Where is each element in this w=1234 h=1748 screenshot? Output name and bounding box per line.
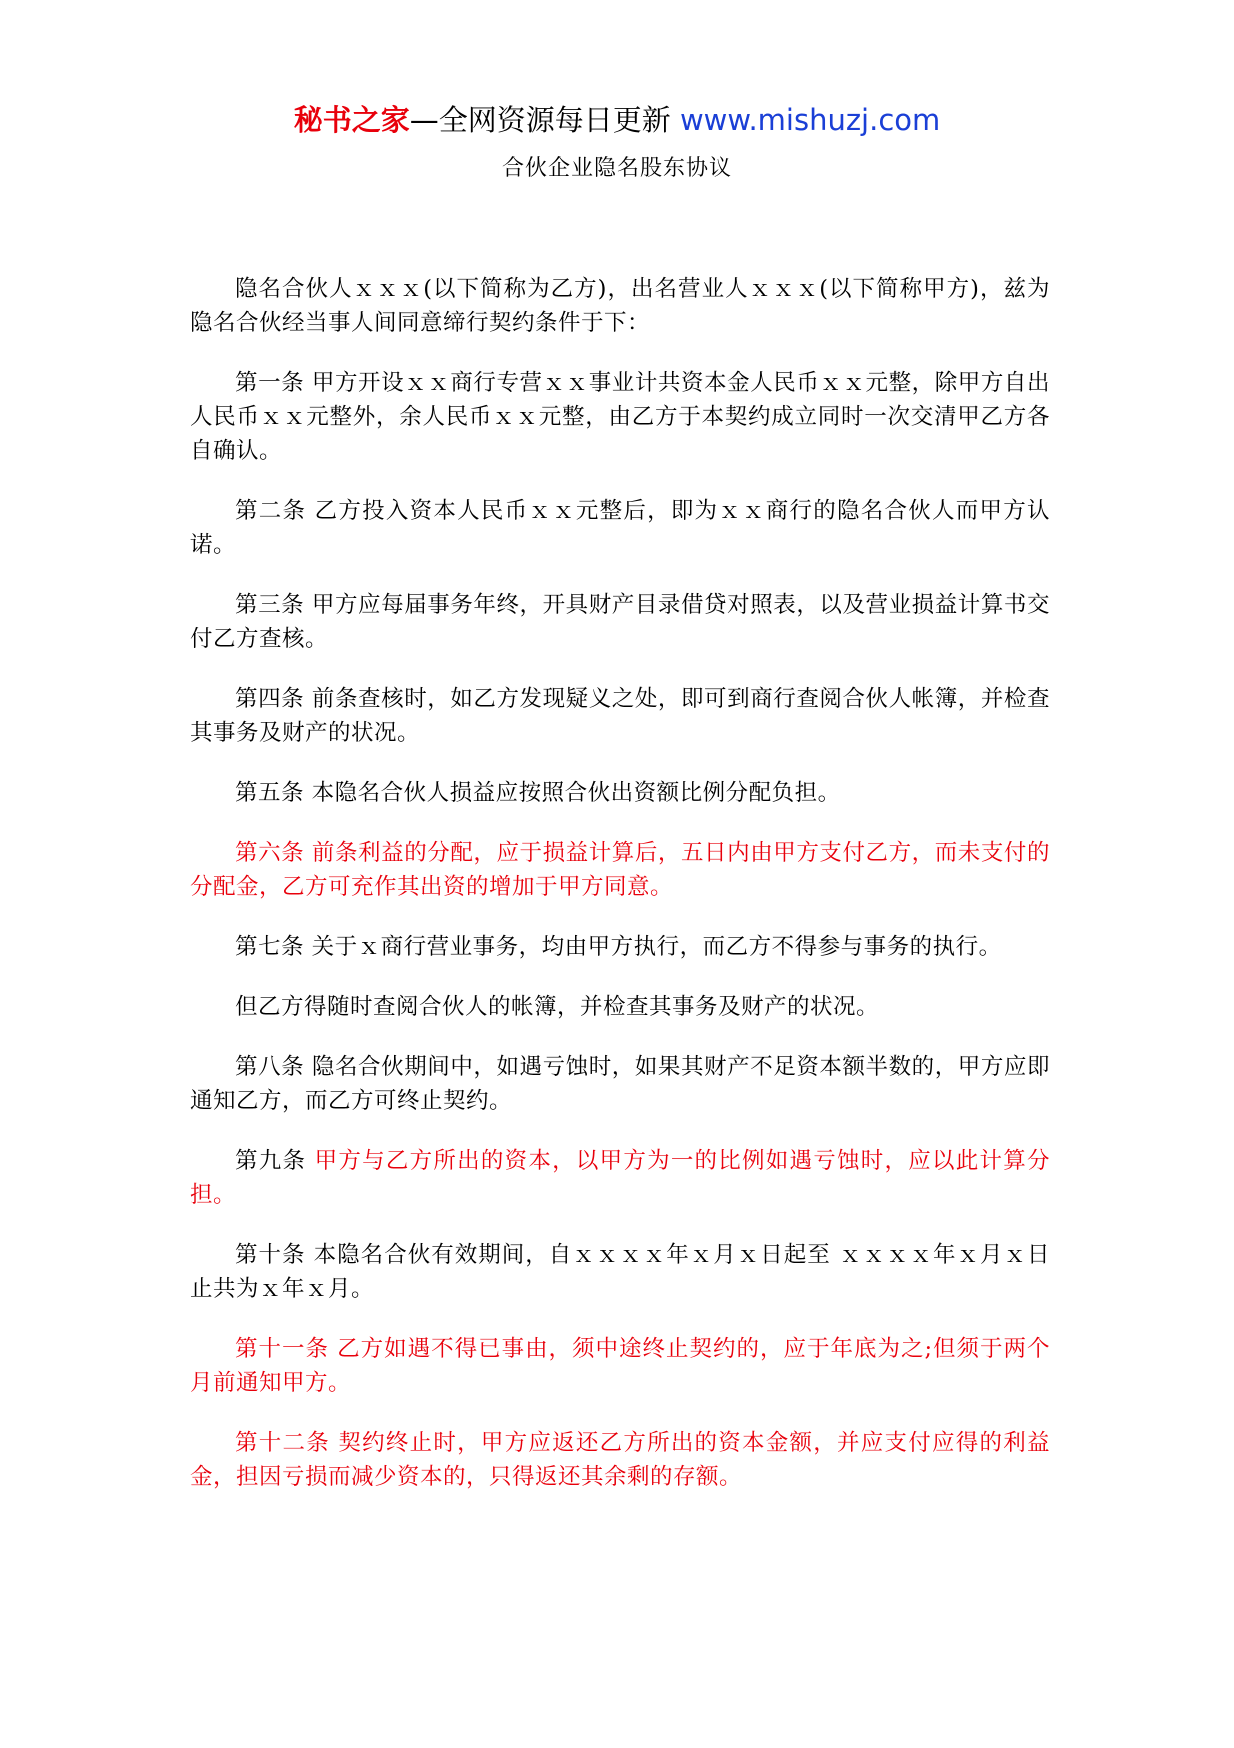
clause-8: 第八条 隐名合伙期间中，如遇亏蚀时，如果其财产不足资本额半数的，甲方应即通知乙方，而乙方可终止契约。 xyxy=(190,1054,1050,1114)
clause-1: 第一条 甲方开设ｘｘ商行专营ｘｘ事业计共资本金人民币ｘｘ元整，除甲方自出人民币ｘｘ元整外，余人民币ｘｘ元整，由乙方于本契约成立同时一次交清甲乙方各自确认。 xyxy=(190,370,1050,464)
paragraph-intro: 隐名合伙人ｘｘｘ(以下简称为乙方)，出名营业人ｘｘｘ(以下简称甲方)，兹为隐名合伙经当事人间同意缔行契约条件于下： xyxy=(190,276,1050,336)
clause-9-text: 甲方与乙方所出的资本，以甲方为一的比例如遇亏蚀时，应以此计算分担。 xyxy=(190,1148,1050,1208)
document-title: 合伙企业隐名股东协议 xyxy=(501,156,732,181)
site-url[interactable]: www.mishuzj.com xyxy=(679,103,941,137)
clause-5: 第五条 本隐名合伙人损益应按照合伙出资额比例分配负担。 xyxy=(235,780,841,806)
clause-2: 第二条 乙方投入资本人民币ｘｘ元整后，即为ｘｘ商行的隐名合伙人而甲方认诺。 xyxy=(190,498,1050,558)
clause-3: 第三条 甲方应每届事务年终，开具财产目录借贷对照表，以及营业损益计算书交付乙方查核。 xyxy=(190,592,1050,652)
site-header xyxy=(0,100,1234,140)
site-brand: 秘书之家 xyxy=(293,103,410,137)
clause-6: 第六条 前条利益的分配，应于损益计算后，五日内由甲方支付乙方，而未支付的分配金，乙方可充作其出资的增加于甲方同意。 xyxy=(190,840,1050,900)
document-body xyxy=(190,272,1050,1520)
clause-12: 第十二条 契约终止时，甲方应返还乙方所出的资本金额，并应支付应得的利益金，担因亏损而减少资本的，只得返还其余剩的存额。 xyxy=(190,1430,1050,1490)
clause-7-supplement: 但乙方得随时查阅合伙人的帐簿，并检查其事务及财产的状况。 xyxy=(235,994,880,1020)
clause-7: 第七条 关于ｘ商行营业事务，均由甲方执行，而乙方不得参与事务的执行。 xyxy=(235,934,1002,960)
clause-11: 第十一条 乙方如遇不得已事由，须中途终止契约的，应于年底为之;但须于两个月前通知甲方。 xyxy=(190,1336,1050,1396)
site-slogan: —全网资源每日更新 xyxy=(409,103,680,137)
clause-9 xyxy=(190,1144,1050,1212)
clause-10: 第十条 本隐名合伙有效期间，自ｘｘｘｘ年ｘ月ｘ日起至 ｘｘｘｘ年ｘ月ｘ日止共为ｘ年ｘ月。 xyxy=(190,1242,1050,1302)
clause-9-label: 第九条 xyxy=(235,1148,315,1174)
clause-4: 第四条 前条查核时，如乙方发现疑义之处，即可到商行查阅合伙人帐簿，并检查其事务及财产的状况。 xyxy=(190,686,1050,746)
